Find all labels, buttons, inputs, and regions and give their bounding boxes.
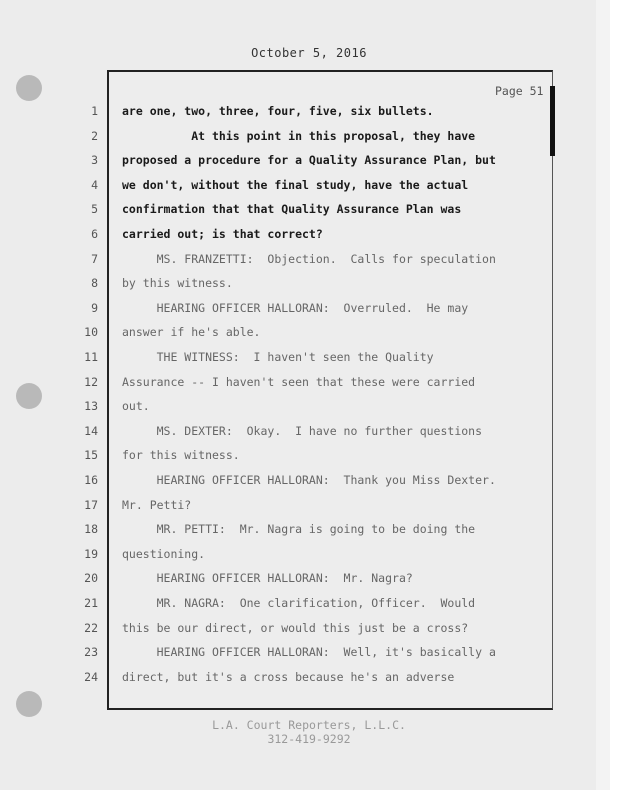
line-number: 13	[84, 399, 98, 413]
line-number: 7	[91, 252, 98, 266]
margin-marker-bar	[550, 86, 555, 156]
transcript-line-text: confirmation that that Quality Assurance Plan was	[122, 202, 462, 216]
line-number: 2	[91, 129, 98, 143]
page-number: Page 51	[495, 84, 544, 98]
transcript-line-text: HEARING OFFICER HALLORAN: Mr. Nagra?	[122, 571, 413, 585]
line-number: 9	[91, 301, 98, 315]
line-number: 12	[84, 375, 98, 389]
line-number: 24	[84, 670, 98, 684]
line-number: 23	[84, 645, 98, 659]
line-number: 14	[84, 424, 98, 438]
transcript-line-text: proposed a procedure for a Quality Assurance Plan, but	[122, 153, 496, 167]
binder-hole-top	[16, 75, 42, 101]
footer-company: L.A. Court Reporters, L.L.C.	[212, 718, 406, 732]
line-number: 21	[84, 596, 98, 610]
transcript-line-text: HEARING OFFICER HALLORAN: Overruled. He may	[122, 301, 469, 315]
line-number: 8	[91, 276, 98, 290]
line-number: 22	[84, 621, 98, 635]
binder-hole-bottom	[16, 691, 42, 717]
transcript-line-text: HEARING OFFICER HALLORAN: Well, it's basically a	[122, 645, 496, 659]
transcript-line-text: carried out; is that correct?	[122, 227, 323, 241]
transcript-line-text: Assurance -- I haven't seen that these were carried	[122, 375, 476, 389]
line-number: 5	[91, 202, 98, 216]
transcript-line-text: MR. NAGRA: One clarification, Officer. Would	[122, 596, 476, 610]
transcript-line-text: direct, but it's a cross because he's an adverse	[122, 670, 455, 684]
transcript-line-text: for this witness.	[122, 448, 240, 462]
line-number: 15	[84, 448, 98, 462]
transcript-line-text: MS. FRANZETTI: Objection. Calls for speculation	[122, 252, 496, 266]
line-number: 16	[84, 473, 98, 487]
line-number: 18	[84, 522, 98, 536]
line-number: 11	[84, 350, 98, 364]
transcript-line-text: we don't, without the final study, have the actual	[122, 178, 469, 192]
transcript-line-text: HEARING OFFICER HALLORAN: Thank you Miss Dexter.	[122, 473, 496, 487]
line-number: 10	[84, 325, 98, 339]
binder-hole-middle	[16, 383, 42, 409]
transcript-line-text: this be our direct, or would this just be a cross?	[122, 621, 469, 635]
transcript-line-text: THE WITNESS: I haven't seen the Quality	[122, 350, 434, 364]
line-number: 3	[91, 153, 98, 167]
transcript-line-text: MR. PETTI: Mr. Nagra is going to be doing the	[122, 522, 476, 536]
header-date: October 5, 2016	[251, 46, 367, 60]
transcript-line-text: answer if he's able.	[122, 325, 261, 339]
transcript-line-text: MS. DEXTER: Okay. I have no further questions	[122, 424, 483, 438]
line-number: 4	[91, 178, 98, 192]
line-number: 20	[84, 571, 98, 585]
transcript-line-text: questioning.	[122, 547, 206, 561]
line-number: 6	[91, 227, 98, 241]
page-edge	[596, 0, 610, 790]
transcript-line-text: out.	[122, 399, 150, 413]
line-number: 17	[84, 498, 98, 512]
footer-phone: 312-419-9292	[267, 732, 351, 746]
transcript-line-text: At this point in this proposal, they have	[122, 129, 476, 143]
line-number: 1	[91, 104, 98, 118]
line-number: 19	[84, 547, 98, 561]
transcript-line-text: are one, two, three, four, five, six bullets.	[122, 104, 434, 118]
transcript-line-text: Mr. Petti?	[122, 498, 192, 512]
transcript-line-text: by this witness.	[122, 276, 233, 290]
